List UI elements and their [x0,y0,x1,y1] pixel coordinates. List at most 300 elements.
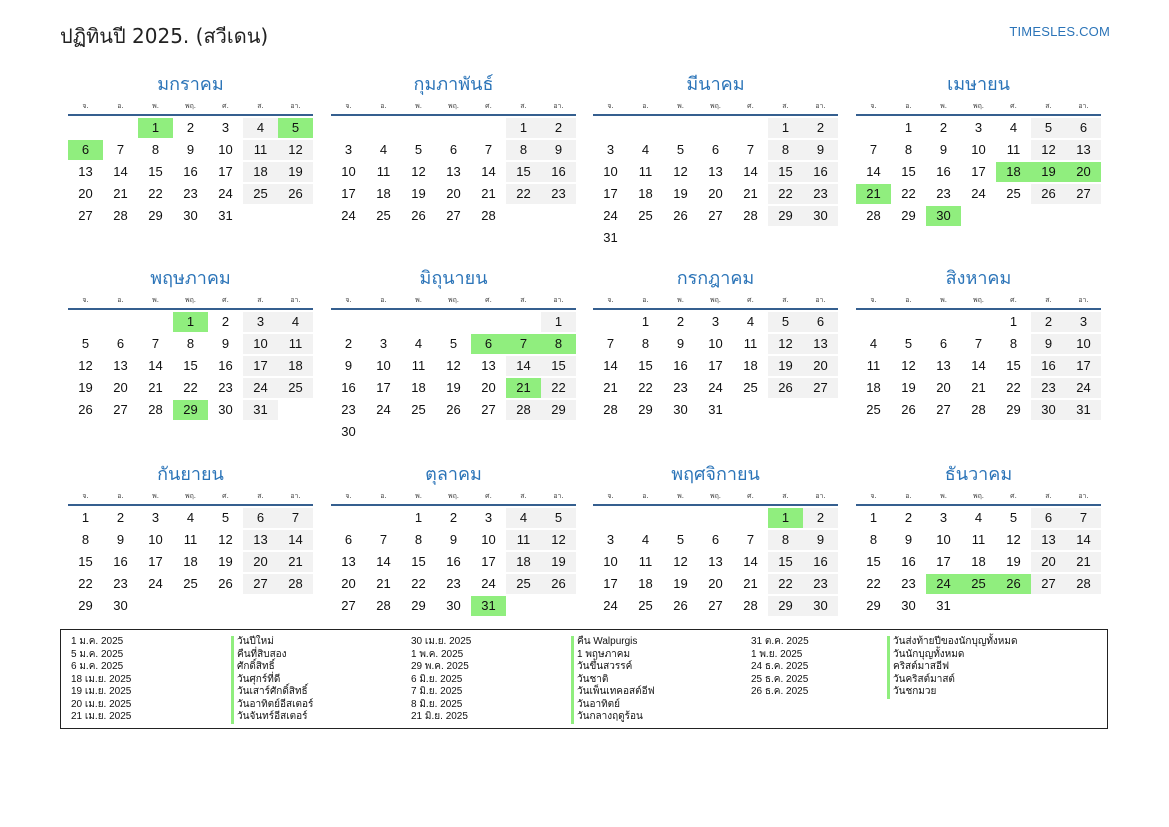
day-cell[interactable]: 1 [541,312,576,332]
day-cell[interactable]: 18 [743,358,758,373]
day-cell[interactable]: 4 [869,336,878,351]
day-cell[interactable]: 11 [506,530,541,550]
day-cell[interactable]: 9 [116,532,125,547]
day-cell[interactable]: 28 [113,208,128,223]
day-cell[interactable]: 14 [481,164,496,179]
day-cell[interactable]: 12 [218,532,233,547]
holiday-day-cell[interactable]: 29 [173,400,208,420]
day-cell[interactable]: 10 [936,532,951,547]
holiday-day-cell[interactable]: 6 [471,334,506,354]
day-cell[interactable]: 29 [148,208,163,223]
day-cell[interactable]: 23 [803,184,838,204]
day-cell[interactable]: 11 [743,336,758,351]
day-cell[interactable]: 27 [243,574,278,594]
day-cell[interactable]: 3 [606,142,615,157]
holiday-day-cell[interactable]: 6 [68,140,103,160]
day-cell[interactable]: 27 [341,598,356,613]
day-cell[interactable]: 29 [768,596,803,616]
day-cell[interactable]: 29 [78,598,93,613]
day-cell[interactable]: 9 [541,140,576,160]
day-cell[interactable]: 10 [341,164,356,179]
day-cell[interactable]: 14 [376,554,391,569]
day-cell[interactable]: 15 [506,162,541,182]
day-cell[interactable]: 16 [341,380,356,395]
day-cell[interactable]: 16 [901,554,916,569]
day-cell[interactable]: 3 [484,510,493,525]
day-cell[interactable]: 7 [974,336,983,351]
day-cell[interactable]: 13 [803,334,838,354]
day-cell[interactable]: 30 [446,598,461,613]
day-cell[interactable]: 21 [113,186,128,201]
day-cell[interactable]: 15 [148,164,163,179]
day-cell[interactable]: 26 [78,402,93,417]
day-cell[interactable]: 18 [411,380,426,395]
day-cell[interactable]: 31 [603,230,618,245]
day-cell[interactable]: 13 [78,164,93,179]
day-cell[interactable]: 8 [414,532,423,547]
day-cell[interactable]: 2 [221,314,230,329]
holiday-day-cell[interactable]: 18 [996,162,1031,182]
day-cell[interactable]: 11 [183,532,198,547]
day-cell[interactable]: 16 [218,358,233,373]
day-cell[interactable]: 28 [1066,574,1101,594]
day-cell[interactable]: 27 [708,208,723,223]
day-cell[interactable]: 20 [481,380,496,395]
day-cell[interactable]: 5 [414,142,423,157]
day-cell[interactable]: 7 [746,142,755,157]
day-cell[interactable]: 21 [278,552,313,572]
day-cell[interactable]: 12 [768,334,803,354]
day-cell[interactable]: 5 [221,510,230,525]
day-cell[interactable]: 2 [939,120,948,135]
day-cell[interactable]: 10 [603,554,618,569]
holiday-day-cell[interactable]: 19 [1031,162,1066,182]
day-cell[interactable]: 5 [904,336,913,351]
day-cell[interactable]: 19 [541,552,576,572]
day-cell[interactable]: 20 [341,576,356,591]
day-cell[interactable]: 17 [243,356,278,376]
day-cell[interactable]: 30 [113,598,128,613]
day-cell[interactable]: 14 [743,164,758,179]
day-cell[interactable]: 21 [971,380,986,395]
day-cell[interactable]: 1 [641,314,650,329]
day-cell[interactable]: 18 [638,186,653,201]
day-cell[interactable]: 25 [183,576,198,591]
day-cell[interactable]: 19 [78,380,93,395]
day-cell[interactable]: 4 [641,532,650,547]
day-cell[interactable]: 15 [78,554,93,569]
day-cell[interactable]: 23 [673,380,688,395]
day-cell[interactable]: 2 [344,336,353,351]
day-cell[interactable]: 5 [676,532,685,547]
day-cell[interactable]: 30 [218,402,233,417]
day-cell[interactable]: 8 [186,336,195,351]
day-cell[interactable]: 26 [411,208,426,223]
day-cell[interactable]: 15 [901,164,916,179]
day-cell[interactable]: 2 [1031,312,1066,332]
day-cell[interactable]: 27 [481,402,496,417]
day-cell[interactable]: 8 [768,530,803,550]
day-cell[interactable]: 14 [1066,530,1101,550]
day-cell[interactable]: 3 [344,142,353,157]
day-cell[interactable]: 11 [638,554,653,569]
day-cell[interactable]: 22 [78,576,93,591]
day-cell[interactable]: 12 [78,358,93,373]
day-cell[interactable]: 21 [743,186,758,201]
day-cell[interactable]: 12 [278,140,313,160]
day-cell[interactable]: 20 [446,186,461,201]
day-cell[interactable]: 19 [673,576,688,591]
day-cell[interactable]: 4 [506,508,541,528]
day-cell[interactable]: 2 [186,120,195,135]
day-cell[interactable]: 29 [901,208,916,223]
day-cell[interactable]: 19 [768,356,803,376]
day-cell[interactable]: 17 [376,380,391,395]
day-cell[interactable]: 26 [768,378,803,398]
day-cell[interactable]: 26 [1031,184,1066,204]
day-cell[interactable]: 21 [603,380,618,395]
day-cell[interactable]: 25 [866,402,881,417]
day-cell[interactable]: 22 [866,576,881,591]
day-cell[interactable]: 24 [218,186,233,201]
holiday-day-cell[interactable]: 24 [926,574,961,594]
day-cell[interactable]: 6 [344,532,353,547]
day-cell[interactable]: 26 [673,208,688,223]
day-cell[interactable]: 23 [218,380,233,395]
day-cell[interactable]: 17 [148,554,163,569]
day-cell[interactable]: 27 [936,402,951,417]
day-cell[interactable]: 25 [376,208,391,223]
day-cell[interactable]: 13 [113,358,128,373]
day-cell[interactable]: 13 [708,164,723,179]
day-cell[interactable]: 14 [743,554,758,569]
day-cell[interactable]: 12 [1006,532,1021,547]
day-cell[interactable]: 13 [243,530,278,550]
day-cell[interactable]: 22 [768,574,803,594]
day-cell[interactable]: 13 [341,554,356,569]
day-cell[interactable]: 20 [803,356,838,376]
day-cell[interactable]: 12 [673,554,688,569]
day-cell[interactable]: 9 [221,336,230,351]
day-cell[interactable]: 31 [936,598,951,613]
day-cell[interactable]: 14 [148,358,163,373]
day-cell[interactable]: 16 [936,164,951,179]
day-cell[interactable]: 15 [1006,358,1021,373]
day-cell[interactable]: 10 [218,142,233,157]
day-cell[interactable]: 10 [148,532,163,547]
day-cell[interactable]: 9 [939,142,948,157]
day-cell[interactable]: 18 [506,552,541,572]
day-cell[interactable]: 3 [151,510,160,525]
day-cell[interactable]: 5 [768,312,803,332]
day-cell[interactable]: 18 [183,554,198,569]
day-cell[interactable]: 23 [183,186,198,201]
day-cell[interactable]: 7 [746,532,755,547]
day-cell[interactable]: 5 [541,508,576,528]
holiday-day-cell[interactable]: 25 [961,574,996,594]
day-cell[interactable]: 29 [541,400,576,420]
day-cell[interactable]: 6 [243,508,278,528]
day-cell[interactable]: 15 [866,554,881,569]
day-cell[interactable]: 9 [1031,334,1066,354]
day-cell[interactable]: 27 [78,208,93,223]
day-cell[interactable]: 6 [711,142,720,157]
day-cell[interactable]: 10 [708,336,723,351]
day-cell[interactable]: 1 [1009,314,1018,329]
day-cell[interactable]: 16 [541,162,576,182]
day-cell[interactable]: 27 [708,598,723,613]
day-cell[interactable]: 9 [676,336,685,351]
day-cell[interactable]: 18 [243,162,278,182]
day-cell[interactable]: 28 [278,574,313,594]
day-cell[interactable]: 8 [869,532,878,547]
day-cell[interactable]: 17 [603,186,618,201]
day-cell[interactable]: 31 [218,208,233,223]
day-cell[interactable]: 19 [411,186,426,201]
day-cell[interactable]: 17 [341,186,356,201]
day-cell[interactable]: 15 [768,552,803,572]
day-cell[interactable]: 2 [904,510,913,525]
day-cell[interactable]: 22 [638,380,653,395]
day-cell[interactable]: 24 [148,576,163,591]
day-cell[interactable]: 14 [506,356,541,376]
day-cell[interactable]: 7 [1066,508,1101,528]
day-cell[interactable]: 12 [673,164,688,179]
day-cell[interactable]: 24 [341,208,356,223]
day-cell[interactable]: 19 [1006,554,1021,569]
day-cell[interactable]: 6 [711,532,720,547]
day-cell[interactable]: 1 [869,510,878,525]
day-cell[interactable]: 27 [803,378,838,398]
day-cell[interactable]: 23 [446,576,461,591]
day-cell[interactable]: 28 [506,400,541,420]
day-cell[interactable]: 12 [1031,140,1066,160]
day-cell[interactable]: 6 [116,336,125,351]
day-cell[interactable]: 26 [218,576,233,591]
day-cell[interactable]: 13 [936,358,951,373]
day-cell[interactable]: 9 [449,532,458,547]
day-cell[interactable]: 7 [869,142,878,157]
day-cell[interactable]: 8 [641,336,650,351]
day-cell[interactable]: 5 [676,142,685,157]
day-cell[interactable]: 25 [506,574,541,594]
day-cell[interactable]: 30 [1031,400,1066,420]
day-cell[interactable]: 10 [481,532,496,547]
day-cell[interactable]: 23 [803,574,838,594]
day-cell[interactable]: 29 [768,206,803,226]
day-cell[interactable]: 25 [638,598,653,613]
day-cell[interactable]: 5 [1031,118,1066,138]
day-cell[interactable]: 23 [341,402,356,417]
day-cell[interactable]: 27 [1031,574,1066,594]
day-cell[interactable]: 16 [803,552,838,572]
day-cell[interactable]: 17 [1066,356,1101,376]
day-cell[interactable]: 24 [603,598,618,613]
day-cell[interactable]: 2 [541,118,576,138]
day-cell[interactable]: 25 [638,208,653,223]
day-cell[interactable]: 17 [481,554,496,569]
day-cell[interactable]: 3 [1066,312,1101,332]
day-cell[interactable]: 22 [541,378,576,398]
day-cell[interactable]: 8 [151,142,160,157]
day-cell[interactable]: 23 [541,184,576,204]
day-cell[interactable]: 15 [541,356,576,376]
day-cell[interactable]: 1 [81,510,90,525]
day-cell[interactable]: 1 [506,118,541,138]
day-cell[interactable]: 14 [603,358,618,373]
day-cell[interactable]: 10 [1066,334,1101,354]
day-cell[interactable]: 30 [803,596,838,616]
day-cell[interactable]: 2 [676,314,685,329]
day-cell[interactable]: 22 [183,380,198,395]
day-cell[interactable]: 17 [218,164,233,179]
day-cell[interactable]: 3 [221,120,230,135]
day-cell[interactable]: 3 [939,510,948,525]
day-cell[interactable]: 11 [638,164,653,179]
day-cell[interactable]: 24 [481,576,496,591]
day-cell[interactable]: 15 [768,162,803,182]
day-cell[interactable]: 7 [151,336,160,351]
day-cell[interactable]: 6 [1066,118,1101,138]
day-cell[interactable]: 1 [768,118,803,138]
holiday-day-cell[interactable]: 31 [471,596,506,616]
day-cell[interactable]: 28 [971,402,986,417]
day-cell[interactable]: 24 [603,208,618,223]
day-cell[interactable]: 16 [113,554,128,569]
day-cell[interactable]: 13 [1066,140,1101,160]
holiday-day-cell[interactable]: 7 [506,334,541,354]
day-cell[interactable]: 23 [1031,378,1066,398]
day-cell[interactable]: 14 [278,530,313,550]
day-cell[interactable]: 4 [186,510,195,525]
day-cell[interactable]: 22 [901,186,916,201]
day-cell[interactable]: 22 [768,184,803,204]
day-cell[interactable]: 9 [344,358,353,373]
day-cell[interactable]: 29 [411,598,426,613]
day-cell[interactable]: 14 [971,358,986,373]
day-cell[interactable]: 7 [116,142,125,157]
holiday-day-cell[interactable]: 21 [856,184,891,204]
day-cell[interactable]: 28 [603,402,618,417]
day-cell[interactable]: 3 [974,120,983,135]
day-cell[interactable]: 6 [449,142,458,157]
day-cell[interactable]: 26 [278,184,313,204]
day-cell[interactable]: 28 [866,208,881,223]
day-cell[interactable]: 2 [803,508,838,528]
day-cell[interactable]: 30 [673,402,688,417]
day-cell[interactable]: 4 [746,314,755,329]
day-cell[interactable]: 28 [743,598,758,613]
day-cell[interactable]: 11 [376,164,391,179]
day-cell[interactable]: 26 [446,402,461,417]
day-cell[interactable]: 11 [971,532,986,547]
day-cell[interactable]: 24 [971,186,986,201]
day-cell[interactable]: 28 [148,402,163,417]
day-cell[interactable]: 25 [411,402,426,417]
holiday-day-cell[interactable]: 5 [278,118,313,138]
holiday-day-cell[interactable]: 21 [506,378,541,398]
day-cell[interactable]: 13 [1031,530,1066,550]
day-cell[interactable]: 12 [541,530,576,550]
day-cell[interactable]: 6 [939,336,948,351]
day-cell[interactable]: 12 [446,358,461,373]
holiday-day-cell[interactable]: 1 [173,312,208,332]
day-cell[interactable]: 30 [901,598,916,613]
day-cell[interactable]: 2 [803,118,838,138]
day-cell[interactable]: 22 [148,186,163,201]
day-cell[interactable]: 27 [113,402,128,417]
day-cell[interactable]: 9 [186,142,195,157]
day-cell[interactable]: 26 [901,402,916,417]
day-cell[interactable]: 25 [743,380,758,395]
day-cell[interactable]: 16 [1031,356,1066,376]
brand-link[interactable]: TIMESLES.COM [1009,24,1110,39]
day-cell[interactable]: 31 [708,402,723,417]
day-cell[interactable]: 7 [278,508,313,528]
day-cell[interactable]: 19 [278,162,313,182]
day-cell[interactable]: 17 [936,554,951,569]
day-cell[interactable]: 9 [904,532,913,547]
day-cell[interactable]: 14 [113,164,128,179]
day-cell[interactable]: 29 [866,598,881,613]
day-cell[interactable]: 4 [243,118,278,138]
day-cell[interactable]: 28 [743,208,758,223]
day-cell[interactable]: 3 [711,314,720,329]
day-cell[interactable]: 25 [1006,186,1021,201]
day-cell[interactable]: 10 [603,164,618,179]
holiday-day-cell[interactable]: 30 [926,206,961,226]
day-cell[interactable]: 20 [113,380,128,395]
day-cell[interactable]: 27 [446,208,461,223]
holiday-day-cell[interactable]: 8 [541,334,576,354]
day-cell[interactable]: 23 [901,576,916,591]
holiday-day-cell[interactable]: 1 [768,508,803,528]
day-cell[interactable]: 31 [243,400,278,420]
day-cell[interactable]: 20 [78,186,93,201]
day-cell[interactable]: 20 [243,552,278,572]
day-cell[interactable]: 1 [904,120,913,135]
day-cell[interactable]: 19 [446,380,461,395]
day-cell[interactable]: 7 [606,336,615,351]
day-cell[interactable]: 20 [708,576,723,591]
day-cell[interactable]: 21 [743,576,758,591]
day-cell[interactable]: 22 [1006,380,1021,395]
day-cell[interactable]: 11 [411,358,426,373]
day-cell[interactable]: 21 [481,186,496,201]
day-cell[interactable]: 2 [116,510,125,525]
day-cell[interactable]: 9 [803,530,838,550]
day-cell[interactable]: 14 [866,164,881,179]
day-cell[interactable]: 20 [936,380,951,395]
day-cell[interactable]: 28 [481,208,496,223]
day-cell[interactable]: 16 [183,164,198,179]
day-cell[interactable]: 18 [971,554,986,569]
day-cell[interactable]: 25 [278,378,313,398]
day-cell[interactable]: 4 [278,312,313,332]
holiday-day-cell[interactable]: 1 [138,118,173,138]
day-cell[interactable]: 17 [971,164,986,179]
holiday-day-cell[interactable]: 20 [1066,162,1101,182]
day-cell[interactable]: 13 [446,164,461,179]
day-cell[interactable]: 30 [183,208,198,223]
day-cell[interactable]: 18 [278,356,313,376]
day-cell[interactable]: 3 [606,532,615,547]
day-cell[interactable]: 9 [803,140,838,160]
day-cell[interactable]: 28 [376,598,391,613]
day-cell[interactable]: 5 [81,336,90,351]
day-cell[interactable]: 18 [638,576,653,591]
day-cell[interactable]: 8 [904,142,913,157]
